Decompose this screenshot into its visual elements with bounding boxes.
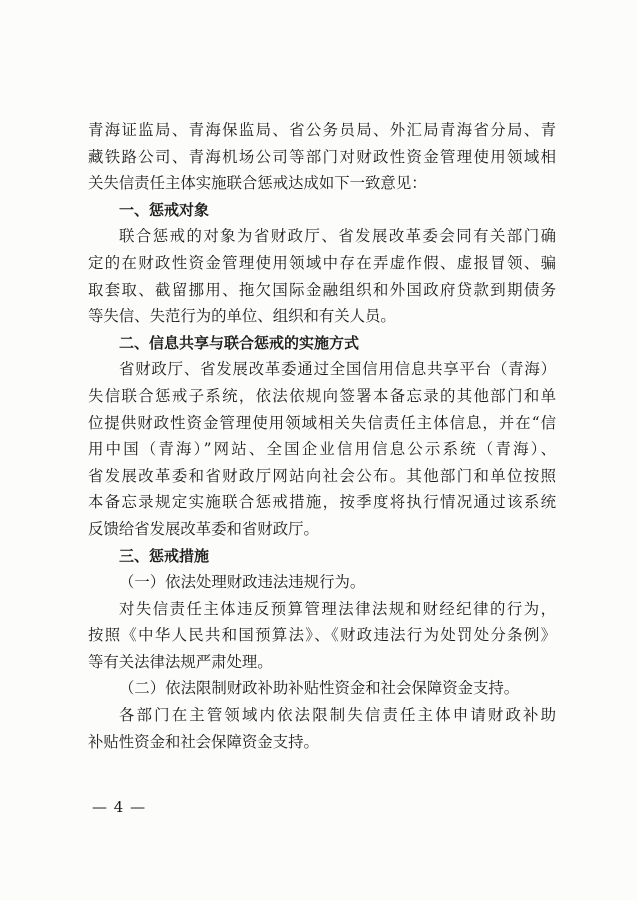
subsection-heading: （二）依法限制财政补助补贴性资金和社会保障资金支持。 (119, 679, 520, 698)
paragraph-line: 等失信、失范行为的单位、组织和有关人员。 (88, 307, 396, 326)
paragraph-line: 按照《中华人民共和国预算法》、《财政违法行为处罚处分条例》 (88, 626, 556, 645)
paragraph-line: 各部门在主管领域内依法限制失信责任主体申请财政补助 (119, 706, 556, 725)
paragraph-line: 省财政厅、省发展改革委通过全国信用信息共享平台（青海） (119, 360, 556, 379)
paragraph-line: 青海证监局、青海保监局、省公务员局、外汇局青海省分局、青 (88, 121, 556, 139)
paragraph-line: 对失信责任主体违反预算管理法律法规和财经纪律的行为， (119, 599, 556, 618)
paragraph-line: 反馈给省发展改革委和省财政厅。 (88, 519, 319, 538)
paragraph-line: 藏铁路公司、青海机场公司等部门对财政性资金管理使用领域相 (88, 147, 556, 166)
paragraph-line: 省发展改革委和省财政厅网站向社会公布。其他部门和单位按照 (88, 466, 556, 485)
paragraph-line: 关失信责任主体实施联合惩戒达成如下一致意见： (88, 174, 427, 193)
paragraph-line: 用中国（青海）”网站、全国企业信用信息公示系统（青海）、 (88, 440, 556, 459)
paragraph-line: 联合惩戒的对象为省财政厅、省发展改革委会同有关部门确 (119, 227, 556, 246)
section-heading: 一、惩戒对象 (119, 200, 210, 219)
paragraph-line: 位提供财政性资金管理使用领域相关失信责任主体信息，并在“信 (88, 413, 556, 432)
paragraph-line: 补贴性资金和社会保障资金支持。 (88, 732, 319, 751)
section-heading: 二、信息共享与联合惩戒的实施方式 (119, 333, 360, 352)
paragraph-line: 取套取、截留挪用、拖欠国际金融组织和外国政府贷款到期债务 (88, 280, 556, 299)
body-text (88, 117, 556, 755)
page-number: — 4 — (92, 798, 147, 816)
paragraph-line: 等有关法律法规严肃处理。 (88, 652, 273, 671)
paragraph-line: 失信联合惩戒子系统，依法依规向签署本备忘录的其他部门和单 (88, 386, 556, 405)
section-heading: 三、惩戒措施 (119, 546, 210, 565)
paragraph-line: 本备忘录规定实施联合惩戒措施，按季度将执行情况通过该系统 (88, 493, 556, 512)
subsection-heading: （一）依法处理财政违法违规行为。 (119, 573, 366, 592)
paragraph-line: 定的在财政性资金管理使用领域中存在弄虚作假、虚报冒领、骗 (88, 253, 556, 272)
